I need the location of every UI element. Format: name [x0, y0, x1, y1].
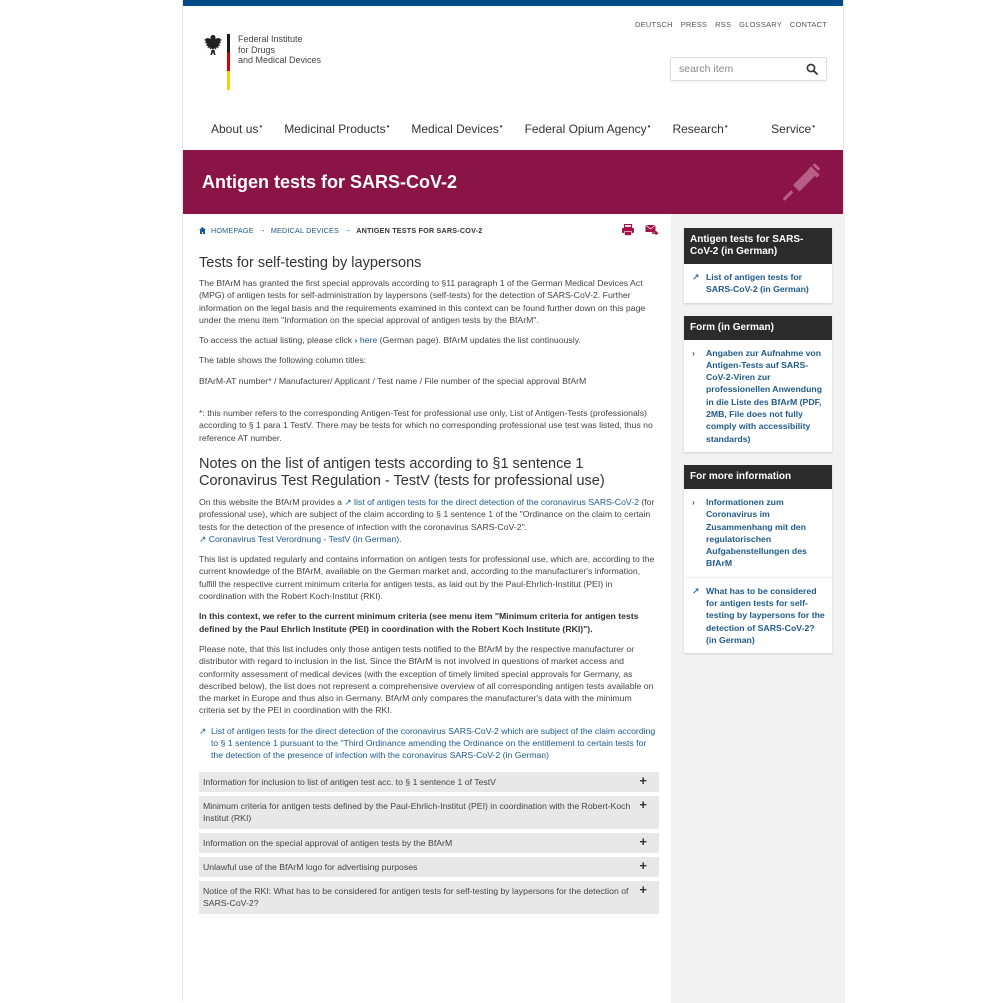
nav-medicinal-products[interactable]: Medicinal Products• — [284, 122, 390, 136]
link-rss[interactable]: RSS — [715, 20, 732, 29]
accordion-item[interactable]: Notice of the RKI: What has to be considered for antigen tests for self-testing by laypersons for the detection of SARS-CoV-2? + — [199, 881, 659, 914]
sidebar-link[interactable]: › Informationen zum Coronavirus im Zusammenhang mit den regulatorischen Aufgabenstellungen des BfArM — [692, 496, 807, 569]
german-flag-bar — [227, 34, 230, 90]
sidebar-link[interactable]: ↗ List of antigen tests for SARS-CoV-2 (in German) — [692, 272, 809, 295]
link-press[interactable]: PRESS — [680, 20, 708, 29]
section-heading-notes: Notes on the list of antigen tests according to §1 sentence 1 Coronavirus Test Regulation - TestV (tests for professional use) — [199, 455, 605, 489]
link-deutsch[interactable]: DEUTSCH — [635, 20, 673, 29]
org-name: Federal Institute for Drugs and Medical Devices — [238, 34, 322, 65]
paragraph: The BfArM has granted the first special approvals according to §11 paragraph 1 of the German Medical Devices Act (MPG) of antigen tests for self-administration by laypersons (self-tests) for the detection of SARS-CoV-2. Further information on the legal basis and the requirements examined in this context can be found further down on this page under the menu item "Information on the special approval of antigen tests by the BfArM". — [199, 278, 646, 325]
accordion-item[interactable]: Unlawful use of the BfArM logo for advertising purposes + — [199, 857, 659, 877]
print-icon[interactable] — [621, 224, 635, 236]
breadcrumb-arrow-icon: → — [344, 227, 352, 234]
dropdown-marker-icon: • — [259, 122, 263, 131]
federal-eagle-icon — [203, 34, 223, 56]
plus-icon[interactable]: + — [639, 833, 647, 849]
link-glossary[interactable]: GLOSSARY — [739, 20, 782, 29]
dropdown-marker-icon: • — [386, 122, 390, 131]
paragraph: BfArM-AT number* / Manufacturer/ Applicant / Test name / File number of the special approval BfArM — [199, 375, 587, 386]
dropdown-marker-icon: • — [724, 122, 728, 131]
main-column — [199, 214, 659, 918]
sidebar-link[interactable]: › Angaben zur Aufnahme von Antigen-Tests auf SARS-CoV-2-Viren zur professionellen Anwendung in die Liste des BfArM (PDF, 2MB, File does not fully comply with accessibility standards) — [692, 347, 822, 444]
breadcrumb-homepage[interactable]: HOMEPAGE — [211, 226, 254, 235]
third-ordinance-link[interactable]: ↗ List of antigen tests for the direct detection of the coronavirus SARS-CoV-2 which are subject of the claim according to § 1 sentence 1 pursuant to the "Third Ordinance amending the Ordinance on the entitlement to certain tests for the detection of the presence of infection with the coronavirus SARS-CoV-2 (in German) — [199, 725, 656, 761]
site-header — [183, 6, 843, 108]
site-logo[interactable] — [203, 34, 321, 90]
here-link[interactable]: › here — [354, 335, 378, 346]
external-link-icon: ↗ — [692, 272, 700, 282]
accordion-item[interactable]: Information on the special approval of antigen tests by the BfArM + — [199, 833, 659, 853]
dropdown-marker-icon: • — [499, 122, 503, 131]
paragraph: This list is updated regularly and contains information on antigen tests for professional use, which are, according to the current knowledge of the BfArM, available on the German market and, according to the manufacturer's information, fulfill the respective current minimum criteria for antigen tests, as laid out by the Paul-Ehrlich-Institut (PEI) in coordination with the Robert Koch-Institut (RKI). — [199, 554, 655, 602]
nav-federal-opium-agency[interactable]: Federal Opium Agency• — [524, 122, 651, 136]
sidebar-link[interactable]: ↗ What has to be considered for antigen tests for self-testing by laypersons for the detection of SARS-CoV-2? (in German) — [684, 577, 832, 653]
paragraph: To access the actual listing, please click › here (German page). BfArM updates the list continuously. — [199, 335, 581, 346]
main-nav — [183, 108, 843, 150]
section-heading-self-testing: Tests for self-testing by laypersons — [199, 255, 422, 271]
sidebar-card-antigen-tests — [684, 228, 832, 303]
service-links — [635, 20, 827, 29]
page — [182, 0, 844, 1001]
paragraph-bold: In this context, we refer to the current minimum criteria (see menu item "Minimum criteria for antigen tests defined by the Paul Ehrlich Institute (PEI) in coordination with the Robert Koch Institute (RKI)"). — [199, 611, 639, 634]
paragraph: The table shows the following column titles: — [199, 355, 367, 366]
home-icon — [199, 227, 206, 234]
search-input[interactable] — [670, 57, 827, 81]
external-link-icon: ↗ — [692, 585, 700, 596]
breadcrumb-current: ANTIGEN TESTS FOR SARS-COV-2 — [356, 226, 483, 235]
plus-icon[interactable]: + — [639, 882, 647, 898]
page-tools — [621, 224, 659, 236]
nav-research[interactable]: Research• — [672, 122, 728, 136]
search-placeholder: search item — [679, 63, 734, 75]
card-title: For more information — [684, 465, 832, 489]
nav-about-us[interactable]: About us• — [211, 122, 263, 136]
testv-link[interactable]: ↗ Coronavirus Test Verordnung - TestV (in German). — [199, 533, 402, 544]
mail-forward-icon[interactable] — [645, 224, 659, 236]
nav-medical-devices[interactable]: Medical Devices• — [411, 122, 503, 136]
search-icon[interactable] — [806, 63, 818, 75]
syringe-icon — [779, 162, 821, 204]
sidebar — [671, 214, 845, 1003]
page-banner — [183, 150, 843, 214]
paragraph: Please note, that this list includes only those antigen tests notified to the BfArM by the respective manufacturer or distributor with regard to inclusion in the list. Since the BfArM is not involved in questions of market access and conformity assessment of medical devices (with the exception of timely limited special approvals for Germany, as described below), the list does not represent a comprehensive overview of all corresponding antigen tests available on the market in Europe and thus also in Germany. BfArM only compares the manufacturer's data with the minimum criteria set by the PEI in coordination with the RKI. — [199, 643, 654, 716]
chevron-right-icon: › — [692, 347, 695, 358]
page-title: Antigen tests for SARS-CoV-2 — [202, 171, 458, 192]
accordion-item[interactable]: Information for inclusion to list of antigen test acc. to § 1 sentence 1 of TestV + — [199, 772, 659, 792]
chevron-right-icon: › — [692, 496, 695, 507]
accordion-item[interactable]: Minimum criteria for antigen tests defined by the Paul-Ehrlich-Institut (PEI) in coordination with the Robert-Koch Institut (RKI) + — [199, 796, 659, 829]
link-contact[interactable]: CONTACT — [789, 20, 827, 29]
dropdown-marker-icon: • — [647, 122, 651, 131]
nav-service[interactable]: Service• — [771, 122, 815, 136]
breadcrumb — [199, 226, 659, 235]
breadcrumb-medical-devices[interactable]: MEDICAL DEVICES — [270, 226, 340, 235]
breadcrumb-arrow-icon: → — [258, 227, 266, 234]
plus-icon[interactable]: + — [639, 796, 647, 812]
dropdown-marker-icon: • — [812, 122, 815, 131]
footnote: *: this number refers to the corresponding Antigen-Test for professional use only, List of Antigen-Tests (professionals) according to § 1 para 1 TestV. There may be tests for which no corresponding professional use test was listed, thus no reference AT number. — [199, 408, 653, 443]
sidebar-card-more-info — [684, 465, 832, 653]
antigen-list-link[interactable]: ↗ list of antigen tests for the direct detection of the coronavirus SARS-CoV-2 — [344, 496, 639, 507]
paragraph: On this website the BfArM provides a ↗ list of antigen tests for the direct detection of the coronavirus SARS-CoV-2 (for professional use), which are subject of the claim according to § 1 sentence 1 of the "Ordinance on the claim to certain tests for the detection of the presence of infection with the coronavirus SARS-CoV-2". ↗ Coronavirus Test Verordnung - TestV (in German). — [199, 496, 655, 544]
sidebar-card-form — [684, 316, 832, 452]
plus-icon[interactable]: + — [639, 772, 647, 788]
card-title: Antigen tests for SARS-CoV-2 (in German) — [684, 228, 832, 264]
plus-icon[interactable]: + — [639, 857, 647, 873]
external-link-icon: ↗ — [199, 725, 207, 736]
card-title: Form (in German) — [684, 316, 832, 340]
